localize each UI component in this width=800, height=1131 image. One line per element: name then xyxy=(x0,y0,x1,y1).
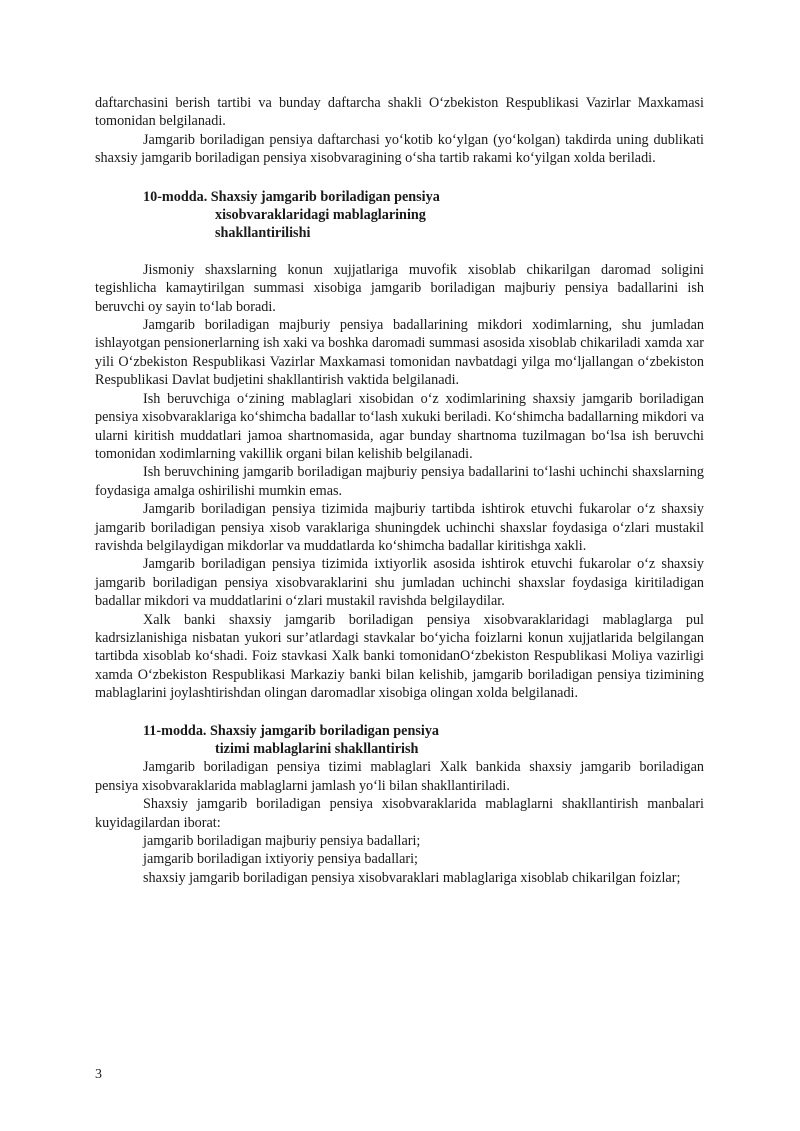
paragraph: Jamgarib boriladigan pensiya tizimida majburiy tartibda ishtirok etuvchi fukarolar o‘z shaxsiy jamgarib boriladigan pensiya xisob varaklariga shuningdek uchinchi shaxslar foydasiga o‘zlari mustakil ravishda belgilaydigan mikdorlar va muddatlarda ko‘shimcha badallar kiritishga xakli. xyxy=(95,501,704,554)
paragraph: Jismoniy shaxslarning konun xujjatlariga muvofik xisoblab chikarilgan daromad soligini tegishlicha kamaytirilgan summasi xisobiga jamgarib boriladigan majburiy pensiya badallarini ish beruvchi oy sayin to‘lab boradi. xyxy=(95,261,704,315)
document-page xyxy=(95,94,704,887)
list-item: jamgarib boriladigan majburiy pensiya badallari; xyxy=(143,833,421,850)
list-item: shaxsiy jamgarib boriladigan pensiya xisobvaraklari mablaglariga xisoblab chikarilgan foizlar; xyxy=(143,869,681,886)
paragraph: Jamgarib boriladigan majburiy pensiya badallarining mikdori xodimlarning, shu jumladan ishlayotgan pensionerlarning ish xaki va boshka daromadi summasi asosida xisoblab chikariladi xamda xar yili O‘zbekiston Respublikasi Vazirlar Maxkamasi tomonidan navbatdagi yilga mo‘ljallangan o‘zbekiston Respublikasi Davlat budjetini shakllantirish vaktida belgilanadi. xyxy=(95,317,704,389)
paragraph: Jamgarib boriladigan pensiya daftarchasi yo‘kotib ko‘ylgan (yo‘kolgan) takdirda uning dublikati shaxsiy jamgarib boriladigan pensiya xisobvaragining o‘sha tartib rakami ko‘yilgan xolda beriladi. xyxy=(95,131,704,167)
paragraph: Jamgarib boriladigan pensiya tizimida ixtiyorlik asosida ishtirok etuvchi fukarolar o‘z shaxsiy jamgarib boriladigan pensiya xisobvaraklarini shu jumladan uchinchi shaxslar foydasiga kiritiladigan badallar mikdori va muddatlarini o‘zlari mustakil ravishda belgilaydilar. xyxy=(95,556,704,610)
article-11-heading xyxy=(143,722,704,759)
article-10-title-line: 10-modda. Shaxsiy jamgarib boriladigan pensiya xyxy=(143,188,440,205)
article-10-title-line: xisobvaraklaridagi mablaglarining xyxy=(215,207,426,224)
paragraph: daftarchasini berish tartibi va bunday daftarcha shakli O‘zbekiston Respublikasi Vazirlar Maxkamasi tomonidan belgilanadi. xyxy=(95,95,704,130)
article-10-title-line: shakllantirilishi xyxy=(215,225,311,242)
paragraph: Ish beruvchining jamgarib boriladigan majburiy pensiya badallarini to‘lashi uchinchi shaxslarning foydasiga amalga oshirilishi mumkin emas. xyxy=(95,464,704,499)
article-11-title-line: tizimi mablaglarini shakllantirish xyxy=(215,741,419,757)
paragraph: Shaxsiy jamgarib boriladigan pensiya xisobvaraklarida mablaglarni shakllantirish manbalari kuyidagilardan iborat: xyxy=(95,796,704,831)
paragraph: Xalk banki shaxsiy jamgarib boriladigan pensiya xisobvaraklaridagi mablaglarga pul kadrsizlanishiga nisbatan yukori sur’atlardagi stavkalar bo‘yicha foizlarni konun xujjatlarida belgilangan tartibda xisoblab ko‘shadi. Foiz stavkasi Xalk banki tomonidanO‘zbekiston Respublikasi Moliya vazirligi xamda O‘zbekiston Respublikasi Markaziy banki bilan kelishib, jamgarib boriladigan pensiya tizimining mablaglarini joylashtirishdan olingan daromadlar xisobiga olingan xolda belgilanadi. xyxy=(95,611,704,702)
page-number: 3 xyxy=(95,1067,102,1082)
article-11-title-line: 11-modda. Shaxsiy jamgarib boriladigan pensiya xyxy=(143,722,440,739)
paragraph: Ish beruvchiga o‘zining mablaglari xisobidan o‘z xodimlarining shaxsiy jamgarib boriladigan pensiya xisobvaraklariga ko‘shimcha badallar to‘lash xukuki beriladi. Ko‘shimcha badallarning mikdori va ularni kiritish muddatlari jamoa shartnomasida, agar bunday shartnoma tuzilmagan bo‘lsa ish beruvchi tomonidan xodimlarning vakillik organi bilan kelishib belgilanadi. xyxy=(95,390,704,462)
paragraph: Jamgarib boriladigan pensiya tizimi mablaglari Xalk bankida shaxsiy jamgarib boriladigan pensiya xisobvaraklarida mablaglarni jamlash yo‘li bilan shakllantiriladi. xyxy=(95,759,704,794)
list-item: jamgarib boriladigan ixtiyoriy pensiya badallari; xyxy=(143,851,419,868)
article-10-heading xyxy=(143,188,704,243)
